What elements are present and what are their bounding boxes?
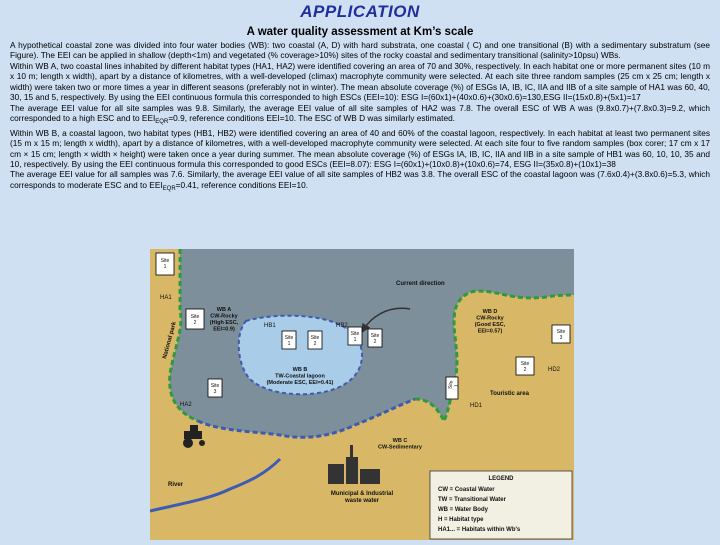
figure-label-site1b: Site 1 <box>284 335 294 347</box>
figure-label-site3: Site 3 <box>556 329 566 341</box>
figure-label-waste-water: Municipal & Industrial waste water <box>330 491 394 504</box>
figure-label-site2b: Site 2 <box>310 335 320 347</box>
figure-label-ha2: HA2 <box>180 402 192 408</box>
figure-label-site2a: Site 2 <box>190 314 200 326</box>
paragraph-wb-b-result <box>10 169 710 194</box>
page-subtitle: A water quality assessment at Km’s scale <box>246 26 474 38</box>
figure-label-ha1: HA1 <box>160 295 172 301</box>
legend-item: H = Habitat type <box>438 517 484 523</box>
figure-label-wb-d: WB D CW-Rocky (Good ESC, EEI=0.57) <box>474 309 506 335</box>
header <box>0 2 720 40</box>
figure-label-hd2: HD2 <box>548 367 561 373</box>
figure-label-national-park: National park <box>162 321 178 360</box>
figure-label-hb1: HB1 <box>264 323 276 329</box>
figure-label-site2d: Site 2 <box>520 361 530 373</box>
body-text <box>10 40 710 194</box>
figure-label-wb-c: WB C CW-Sedimentary <box>378 438 422 451</box>
paragraph-intro: A hypothetical coastal zone was divided into four water bodies (WB): two coastal (A, D) with hard substrata, one coastal ( C) and one transitional (B) with a sedimentary substratum (see Figure). The EEI can be applied in shallow (depth<1m) and vegetated (% coverage>10%) sites of the rocky coastal and sedimentary transitional (salinity>10psu) WBs. <box>10 40 710 61</box>
figure-label-site1d: Site1 <box>447 380 461 390</box>
figure-label-wb-b: WB B TW-Coastal lagoon (Moderate ESC, EEI=0.41) <box>266 367 334 386</box>
page-title: APPLICATION <box>300 2 420 21</box>
figure-label-site3b: Site 3 <box>210 383 220 395</box>
figure-label-hd1: HD1 <box>470 403 483 409</box>
figure-label-wb-a: WB A CW-Rocky (High ESC, EEI=0.9) <box>209 307 239 333</box>
figure-label-river: River <box>168 482 184 488</box>
text: The average EEI value for all samples was 7.6. Similarly, the average EEI value of all site samples of HB2 was 3.8. The overall ESC of the coastal lagoon was (7.6x0.4)+(3.8x0.6)=5.3, which corresponds to moderate ESC and to EEI <box>10 169 710 190</box>
figure-label-site2c: Site 2 <box>370 333 380 345</box>
subscript: EQR <box>162 185 176 192</box>
figure-label-current-direction: Current direction <box>396 281 445 287</box>
figure-label-tourist-area: Touristic area <box>490 391 529 397</box>
figure-label-legend-title: LEGEND <box>488 476 514 482</box>
text: The average EEI value for all site samples was 9.8. Similarly, the average EEI value of all site samples of HA2 was 7.8. The overall ESC of WB A was (9.8x0.7)+(7.8x0.3)=9.2, which corresponded to a high ESC and to EEI <box>10 102 710 124</box>
paragraph-wb-b: Within WB B, a coastal lagoon, two habitat types (HB1, HB2) were identified covering an area of 40 and 60% of the coastal lagoon, respectively. In each habitat at least two permanent sites (15 m x 15 m; length x width), apart by a distance of kilometres, with a well-developed macrophyte community were selected. At each site four to five random samples (box corer; 17 cm x 17 cm × 15 cm; length × width × height) were taken once a year during summer. The mean absolute coverage (%) of ESGs IA, IB, IC, IIA and IIB in a site sample of HB1 was 60, 10, 10, 35 and 10, respectively. By using the EEI continuous formula this corresponded to good ESCs (EEI=8.07): ESG I=(60x1)+(10x0.8)+(10x0.6)=74, ESG II=(35x0.8)+(10x1)=38 <box>10 127 710 169</box>
legend-item: CW = Coastal Water <box>438 487 495 493</box>
figure-label-site1: Site 1 <box>160 258 170 270</box>
paragraph-wb-a: Within WB A, two coastal lines inhabited by different habitat types (HA1, HA2) were identified covering an area of 70 and 30%, respectively. In each habitat one or more permanent sites (10 m x 10 m; length x width), apart by a distance of kilometres, with a well-developed (climax) macrophyte community were selected. At each site three random samples (25 cm x 25 cm; length x width) were taken two or more times a year in different seasons (preferably not in winter). The mean absolute coverage (%) of ESGs IA, IB, IC, IIA and IIB of a site sample of HA1 was 60, 40, 30, 15 and 5, respectively. By using the EEI continuous formula this corresponded to high ESCs (EEI=10): ESG I=(60x1)+(40x0.6)+(30x0.6)=130,ESG II=(15x0.8)+(5x1)=17 <box>10 60 710 103</box>
legend-item: HA1... = Habitats within Wb's <box>438 527 521 533</box>
legend-item: TW = Transitional Water <box>438 497 506 503</box>
text: =0.41, reference conditions EEI=10. <box>175 179 309 190</box>
subscript: EQR <box>155 119 169 126</box>
figure-label-site1c: Site 1 <box>350 331 360 343</box>
figure-label-hb2: HB2 <box>336 323 348 329</box>
paragraph-wb-a-result <box>10 103 710 128</box>
coastal-zone-figure <box>150 249 574 540</box>
text: =0.9, reference conditions EEI=10. The ESC of WB D was similarly estimated. <box>168 113 455 124</box>
legend-item: WB = Water Body <box>438 507 488 513</box>
